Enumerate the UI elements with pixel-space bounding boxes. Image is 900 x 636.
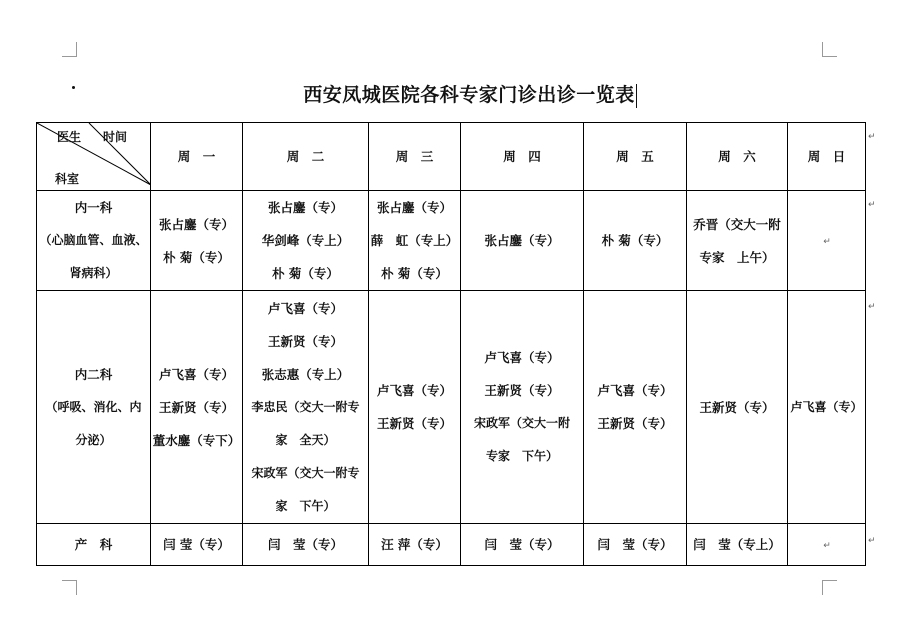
dept-line: （心脑血管、血液、 <box>39 233 148 247</box>
day-header-tue[interactable]: 周 二 <box>243 123 369 191</box>
corner-header-cell[interactable] <box>37 123 151 191</box>
page-corner-mark-top-right <box>822 42 837 57</box>
corner-dept-label: 科室 <box>55 172 80 186</box>
schedule-cell[interactable] <box>584 291 687 524</box>
row-end-mark-icon: ↵ <box>868 200 876 210</box>
doctor-entry: 李忠民（交大一附专 <box>251 399 360 414</box>
doctor-entry: 闫 莹（专） <box>484 537 560 552</box>
paragraph-mark-icon: ↵ <box>823 236 831 247</box>
doctor-entry: 家 全天） <box>275 432 336 447</box>
schedule-cell[interactable] <box>584 191 687 291</box>
schedule-cell-empty[interactable] <box>788 191 866 291</box>
schedule-cell[interactable] <box>461 524 584 566</box>
schedule-cell[interactable] <box>788 291 866 524</box>
table-row <box>37 524 866 566</box>
doctor-entry: 朴 菊（专） <box>163 249 230 265</box>
doctor-entry: 王新贤（专） <box>267 333 343 349</box>
dept-line: 分泌） <box>75 432 112 447</box>
page-title[interactable] <box>0 80 900 108</box>
doctor-entry: 闫 莹（专上） <box>693 537 781 552</box>
doctor-entry: 闫 莹（专） <box>267 537 343 552</box>
day-header-sun[interactable]: 周 日 <box>788 123 866 191</box>
corner-time-label: 时间 <box>103 130 128 144</box>
doctor-entry: 朴 菊（专） <box>272 266 339 281</box>
schedule-cell-empty[interactable] <box>788 524 866 566</box>
doctor-entry: 王新贤（专） <box>484 383 560 398</box>
row-end-mark-icon: ↵ <box>868 132 876 142</box>
table-row <box>37 191 866 291</box>
schedule-cell[interactable] <box>369 291 461 524</box>
doctor-entry: 卢飞喜（专） <box>790 399 863 414</box>
page-corner-mark-bottom-left <box>62 580 77 595</box>
day-header-fri[interactable]: 周 五 <box>584 123 687 191</box>
corner-doctor-label: 医生 <box>57 130 82 144</box>
page-corner-mark-top-left <box>62 42 77 57</box>
schedule-cell[interactable] <box>584 524 687 566</box>
doctor-entry: 王新贤（专） <box>376 416 452 431</box>
doctor-entry: 张志惠（专上） <box>261 366 350 382</box>
doctor-entry: 朴 菊（专） <box>601 233 669 248</box>
schedule-cell[interactable] <box>151 291 243 524</box>
dept-line: 内一科 <box>74 200 113 215</box>
header-row <box>37 123 866 191</box>
doctor-entry: 华剑峰（专上） <box>261 233 350 248</box>
schedule-cell[interactable] <box>243 524 369 566</box>
schedule-cell[interactable] <box>151 191 243 291</box>
table-row <box>37 291 866 524</box>
doctor-entry: 卢飞喜（专） <box>484 350 560 365</box>
doctor-entry: 张占鏖（专） <box>484 233 560 248</box>
day-header-sat[interactable]: 周 六 <box>687 123 788 191</box>
schedule-cell[interactable] <box>369 191 461 291</box>
schedule-table <box>36 122 866 566</box>
doctor-entry: 专家 下午） <box>485 449 558 463</box>
doctor-entry: 卢飞喜（专） <box>267 300 343 316</box>
dept-line: 肾病科） <box>69 266 118 280</box>
schedule-cell[interactable] <box>687 191 788 291</box>
dept-cell[interactable] <box>37 191 151 291</box>
schedule-cell[interactable] <box>461 291 584 524</box>
schedule-cell[interactable] <box>461 191 584 291</box>
dept-line: （呼吸、消化、内 <box>45 399 142 414</box>
page-corner-mark-bottom-right <box>822 580 837 595</box>
doctor-entry: 朴 菊（专） <box>381 266 448 281</box>
row-end-mark-icon: ↵ <box>868 302 876 312</box>
doctor-entry: 张占鏖（专） <box>158 216 234 232</box>
doctor-entry: 卢飞喜（专） <box>158 366 234 382</box>
page-title-text[interactable]: 西安凤城医院各科专家门诊出诊一览表 <box>303 84 635 106</box>
schedule-cell[interactable] <box>687 291 788 524</box>
doctor-entry: 宋政军（交大一附 <box>473 416 570 430</box>
doctor-entry: 汪 萍（专） <box>381 537 448 552</box>
schedule-cell[interactable] <box>243 291 369 524</box>
dept-line: 产 科 <box>74 537 113 552</box>
doctor-entry: 王新贤（专） <box>597 416 673 431</box>
doctor-entry: 卢飞喜（专） <box>376 383 452 398</box>
doctor-entry: 卢飞喜（专） <box>597 383 673 398</box>
text-cursor <box>636 84 637 108</box>
schedule-cell[interactable] <box>369 524 461 566</box>
dept-cell[interactable] <box>37 291 151 524</box>
doctor-entry: 闫 莹（专） <box>163 537 230 552</box>
doctor-entry: 乔晋（交大一附 <box>693 216 781 232</box>
day-header-thu[interactable]: 周 四 <box>461 123 584 191</box>
doctor-entry: 专家 上午） <box>699 249 775 265</box>
doctor-entry: 薛 虹（专上） <box>370 233 459 248</box>
schedule-cell[interactable] <box>243 191 369 291</box>
schedule-cell[interactable] <box>687 524 788 566</box>
dept-cell[interactable] <box>37 524 151 566</box>
doctor-entry: 董水鏖（专下） <box>152 432 241 448</box>
doctor-entry: 家 下午） <box>275 498 336 513</box>
paragraph-mark-icon: ↵ <box>823 540 831 551</box>
doctor-entry: 王新贤（专） <box>699 399 775 415</box>
schedule-cell[interactable] <box>151 524 243 566</box>
doctor-entry: 张占鏖（专） <box>376 200 452 215</box>
day-header-mon[interactable]: 周 一 <box>151 123 243 191</box>
dept-line: 内二科 <box>74 366 113 382</box>
doctor-entry: 张占鏖（专） <box>267 200 343 215</box>
row-end-mark-icon: ↵ <box>868 536 876 546</box>
doctor-entry: 宋政军（交大一附专 <box>251 465 360 480</box>
doctor-entry: 王新贤（专） <box>158 399 234 415</box>
doctor-entry: 闫 莹（专） <box>597 537 673 552</box>
day-header-wed[interactable]: 周 三 <box>369 123 461 191</box>
